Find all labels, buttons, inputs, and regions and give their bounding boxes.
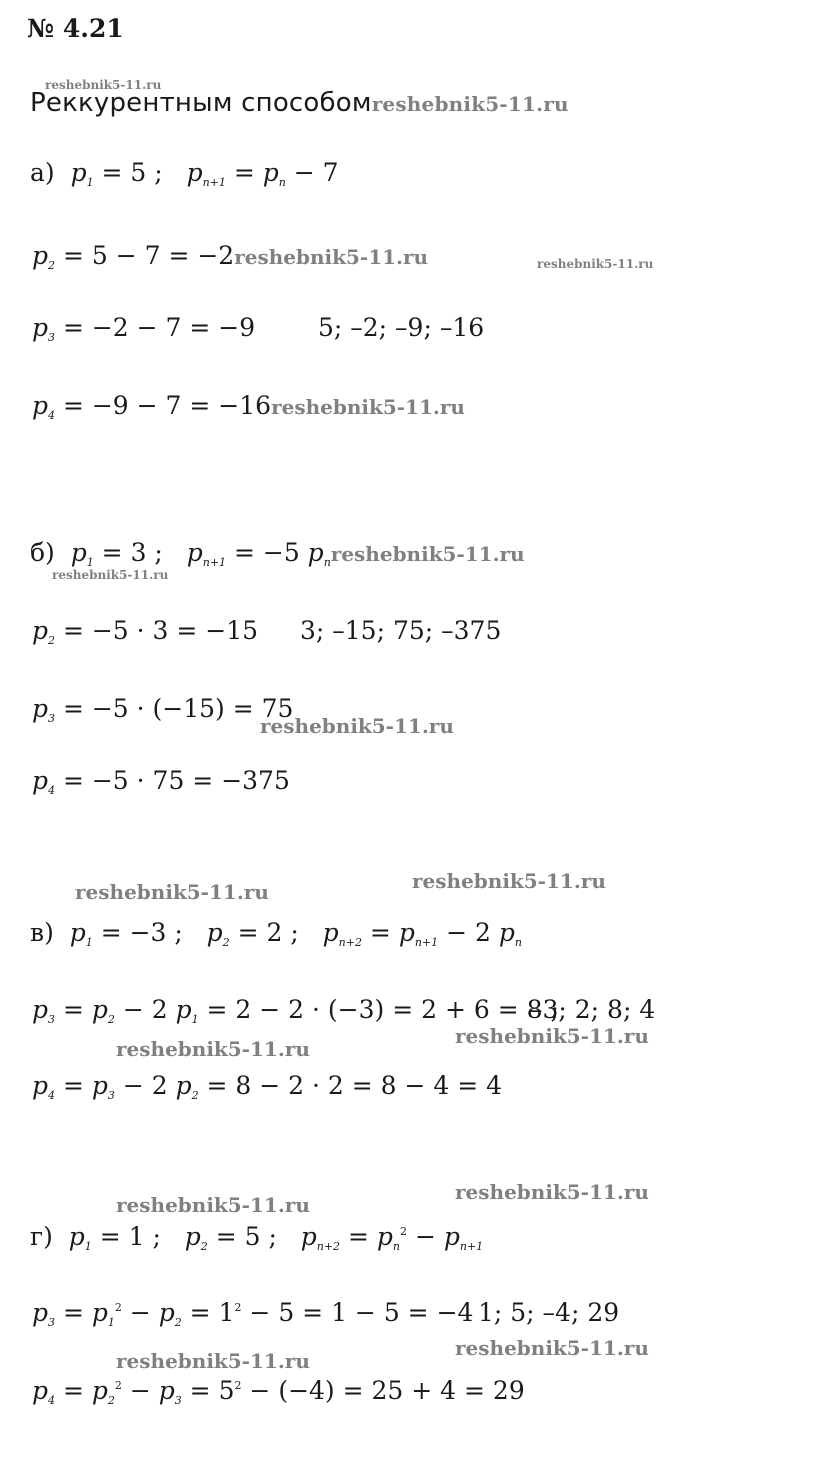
part-v-answer: –3; 2; 8; 4	[530, 995, 656, 1024]
problem-number: № 4.21	[27, 14, 124, 43]
part-a-step-2: $p_2 = 5 - 7$ = −2reshebnik5-11.ru	[32, 241, 429, 272]
watermark-small: reshebnik5-11.ru	[45, 78, 162, 92]
part-b-step-3: $p_3 = -5 \cdot (-15) = 75$	[32, 694, 294, 725]
part-b-step-2: $p_2 = -5 \cdot 3 = -15$	[32, 616, 259, 647]
part-g-step-4: $p_4 = p_2^2 - p_3 = 5^2 - (-4) = 25 + 4 = 29$	[32, 1376, 525, 1407]
part-v-step-4: $p_4 = p_3 - 2$ $p_2 = 8 - 2 \cdot 2 = 8 - 4 = 4$	[32, 1071, 503, 1102]
watermark: reshebnik5-11.ru	[455, 1180, 649, 1204]
heading-text: Реккурентным способом	[30, 88, 372, 118]
watermark: reshebnik5-11.ru	[75, 880, 269, 904]
watermark-small: reshebnik5-11.ru	[537, 257, 654, 271]
watermark: reshebnik5-11.ru	[455, 1336, 649, 1360]
watermark: reshebnik5-11.ru	[116, 1193, 310, 1217]
part-g-condition: г) $p_1 = 1$ ; $p_2 = 5$ ; $p_{n+2} = p_n^2 - p_{n+1}$	[30, 1222, 484, 1253]
part-g-answer: 1; 5; –4; 29	[478, 1298, 620, 1327]
watermark: reshebnik5-11.ru	[412, 869, 606, 893]
part-a-condition: а) $p_1 = 5$ ; $p_{n+1} = p_n - 7$	[30, 158, 339, 189]
part-g-step-3: $p_3 = p_1^2 - p_2 = 1^2 - 5 = 1 - 5 = -4$	[32, 1298, 474, 1329]
part-a-answer: 5; –2; –9; –16	[318, 313, 485, 342]
watermark: reshebnik5-11.ru	[116, 1349, 310, 1373]
part-a-label: а)	[30, 158, 55, 187]
part-a-step-3: $p_3 = -2 - 7 = -9$	[32, 313, 256, 344]
watermark: reshebnik5-11.ru	[330, 542, 525, 566]
part-v-step-3: $p_3 = p_2 - 2$ $p_1 = 2 - 2 \cdot (-3) = 2 + 6 = 8$ ;	[32, 995, 559, 1026]
part-b-step-4: $p_4 = -5 \cdot 75 = -375$	[32, 766, 290, 797]
watermark: reshebnik5-11.ru	[271, 395, 465, 419]
part-g-label: г)	[30, 1222, 53, 1251]
part-v-condition: в) $p_1 = -3$ ; $p_2 = 2$ ; $p_{n+2} = p_{n+1} - 2$ $p_n$	[30, 918, 522, 949]
watermark: reshebnik5-11.ru	[234, 245, 429, 269]
watermark: reshebnik5-11.ru	[116, 1037, 310, 1061]
part-a-step-4: $p_4 = -9 - 7$ = −16reshebnik5-11.ru	[32, 391, 465, 422]
watermark: reshebnik5-11.ru	[371, 92, 569, 116]
heading	[30, 88, 569, 118]
watermark-small: reshebnik5-11.ru	[52, 568, 169, 582]
part-v-label: в)	[30, 918, 54, 947]
part-b-answer: 3; –15; 75; –375	[300, 616, 502, 645]
part-b-label: б)	[30, 538, 55, 567]
part-b-condition: б) $p_1 = 3$ ; $p_{n+1} = -5$ $p_nreshebnik5-11.ru$	[30, 538, 525, 569]
watermark: reshebnik5-11.ru	[260, 714, 454, 738]
watermark: reshebnik5-11.ru	[455, 1024, 649, 1048]
